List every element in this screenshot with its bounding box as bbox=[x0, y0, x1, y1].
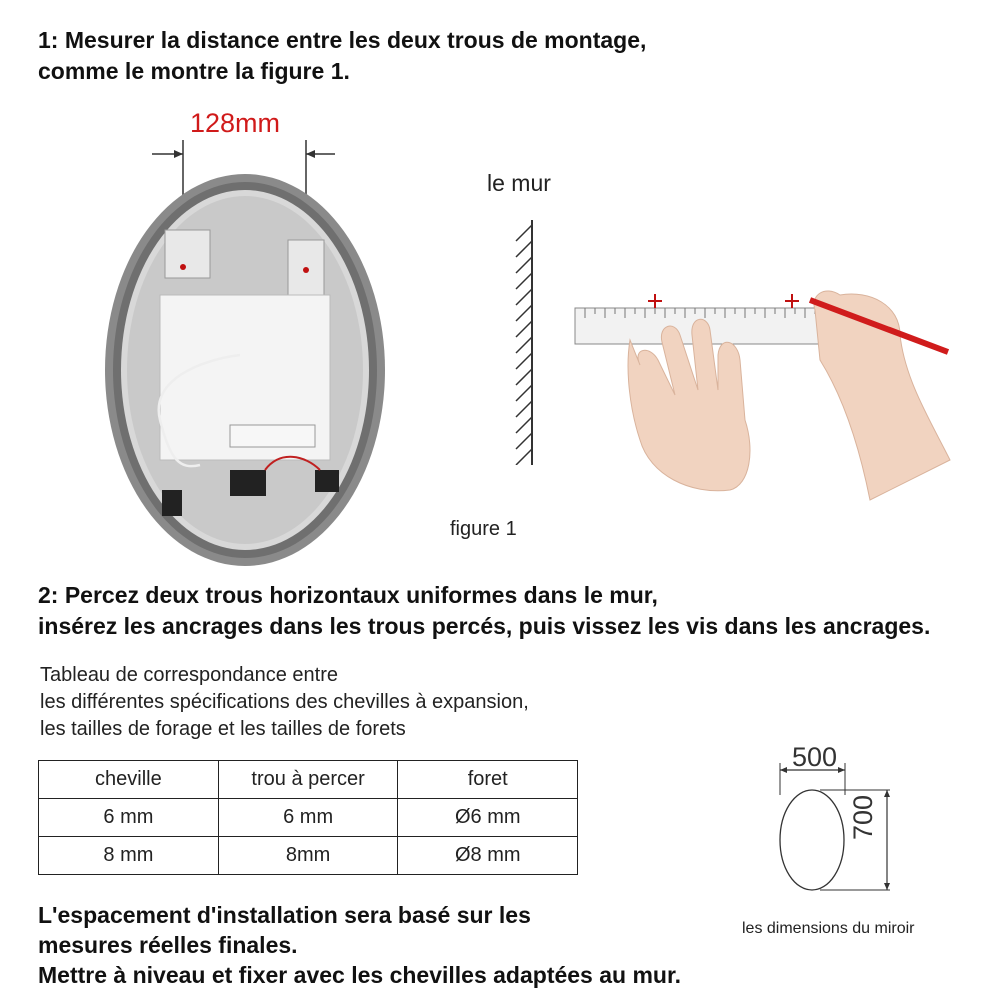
mirror-height-label: 700 bbox=[848, 794, 878, 840]
table-cell: 6 mm bbox=[39, 799, 219, 837]
table-header: cheville bbox=[39, 761, 219, 799]
closing-line-1: L'espacement d'installation sera basé sur les bbox=[38, 902, 531, 928]
table-header: foret bbox=[398, 761, 578, 799]
table-row bbox=[39, 837, 578, 875]
mirror-dimensions-caption: les dimensions du miroir bbox=[742, 920, 915, 937]
figure-caption: figure 1 bbox=[450, 518, 517, 540]
closing-line-2: mesures réelles finales. bbox=[38, 932, 298, 958]
table-cell: 8 mm bbox=[39, 837, 219, 875]
table-cell: Ø8 mm bbox=[398, 837, 578, 875]
table-header-row bbox=[39, 761, 578, 799]
step-2-line-1: 2: Percez deux trous horizontaux uniformes dans le mur, bbox=[38, 582, 658, 608]
step-2-line-2: insérez les ancrages dans les trous percés, puis vissez les vis dans les ancrages. bbox=[38, 613, 931, 639]
closing-line-3: Mettre à niveau et fixer avec les chevilles adaptées au mur. bbox=[38, 962, 682, 988]
ruler-measurement-illustration bbox=[570, 280, 960, 510]
anchor-spec-table bbox=[38, 760, 578, 875]
hole-distance-label: 128mm bbox=[190, 108, 281, 138]
table-row bbox=[39, 799, 578, 837]
step-1-title bbox=[38, 25, 646, 87]
wall-hatch-icon bbox=[510, 220, 540, 465]
closing-notes bbox=[38, 900, 681, 990]
table-intro-line-2: les différentes spécifications des chevilles à expansion, bbox=[40, 691, 529, 713]
wall-label: le mur bbox=[487, 170, 551, 196]
table-cell: Ø6 mm bbox=[398, 799, 578, 837]
mirror-width-label: 500 bbox=[792, 742, 838, 772]
step-2-title bbox=[38, 580, 930, 642]
table-intro-line-3: les tailles de forage et les tailles de forets bbox=[40, 718, 406, 740]
mirror-back-illustration bbox=[90, 140, 400, 580]
table-cell: 8mm bbox=[218, 837, 398, 875]
table-header: trou à percer bbox=[218, 761, 398, 799]
step-1-line-1: 1: Mesurer la distance entre les deux trous de montage, bbox=[38, 27, 647, 53]
step-1-line-2: comme le montre la figure 1. bbox=[38, 58, 350, 84]
table-intro bbox=[40, 662, 529, 743]
table-cell: 6 mm bbox=[218, 799, 398, 837]
table-intro-line-1: Tableau de correspondance entre bbox=[40, 664, 338, 686]
